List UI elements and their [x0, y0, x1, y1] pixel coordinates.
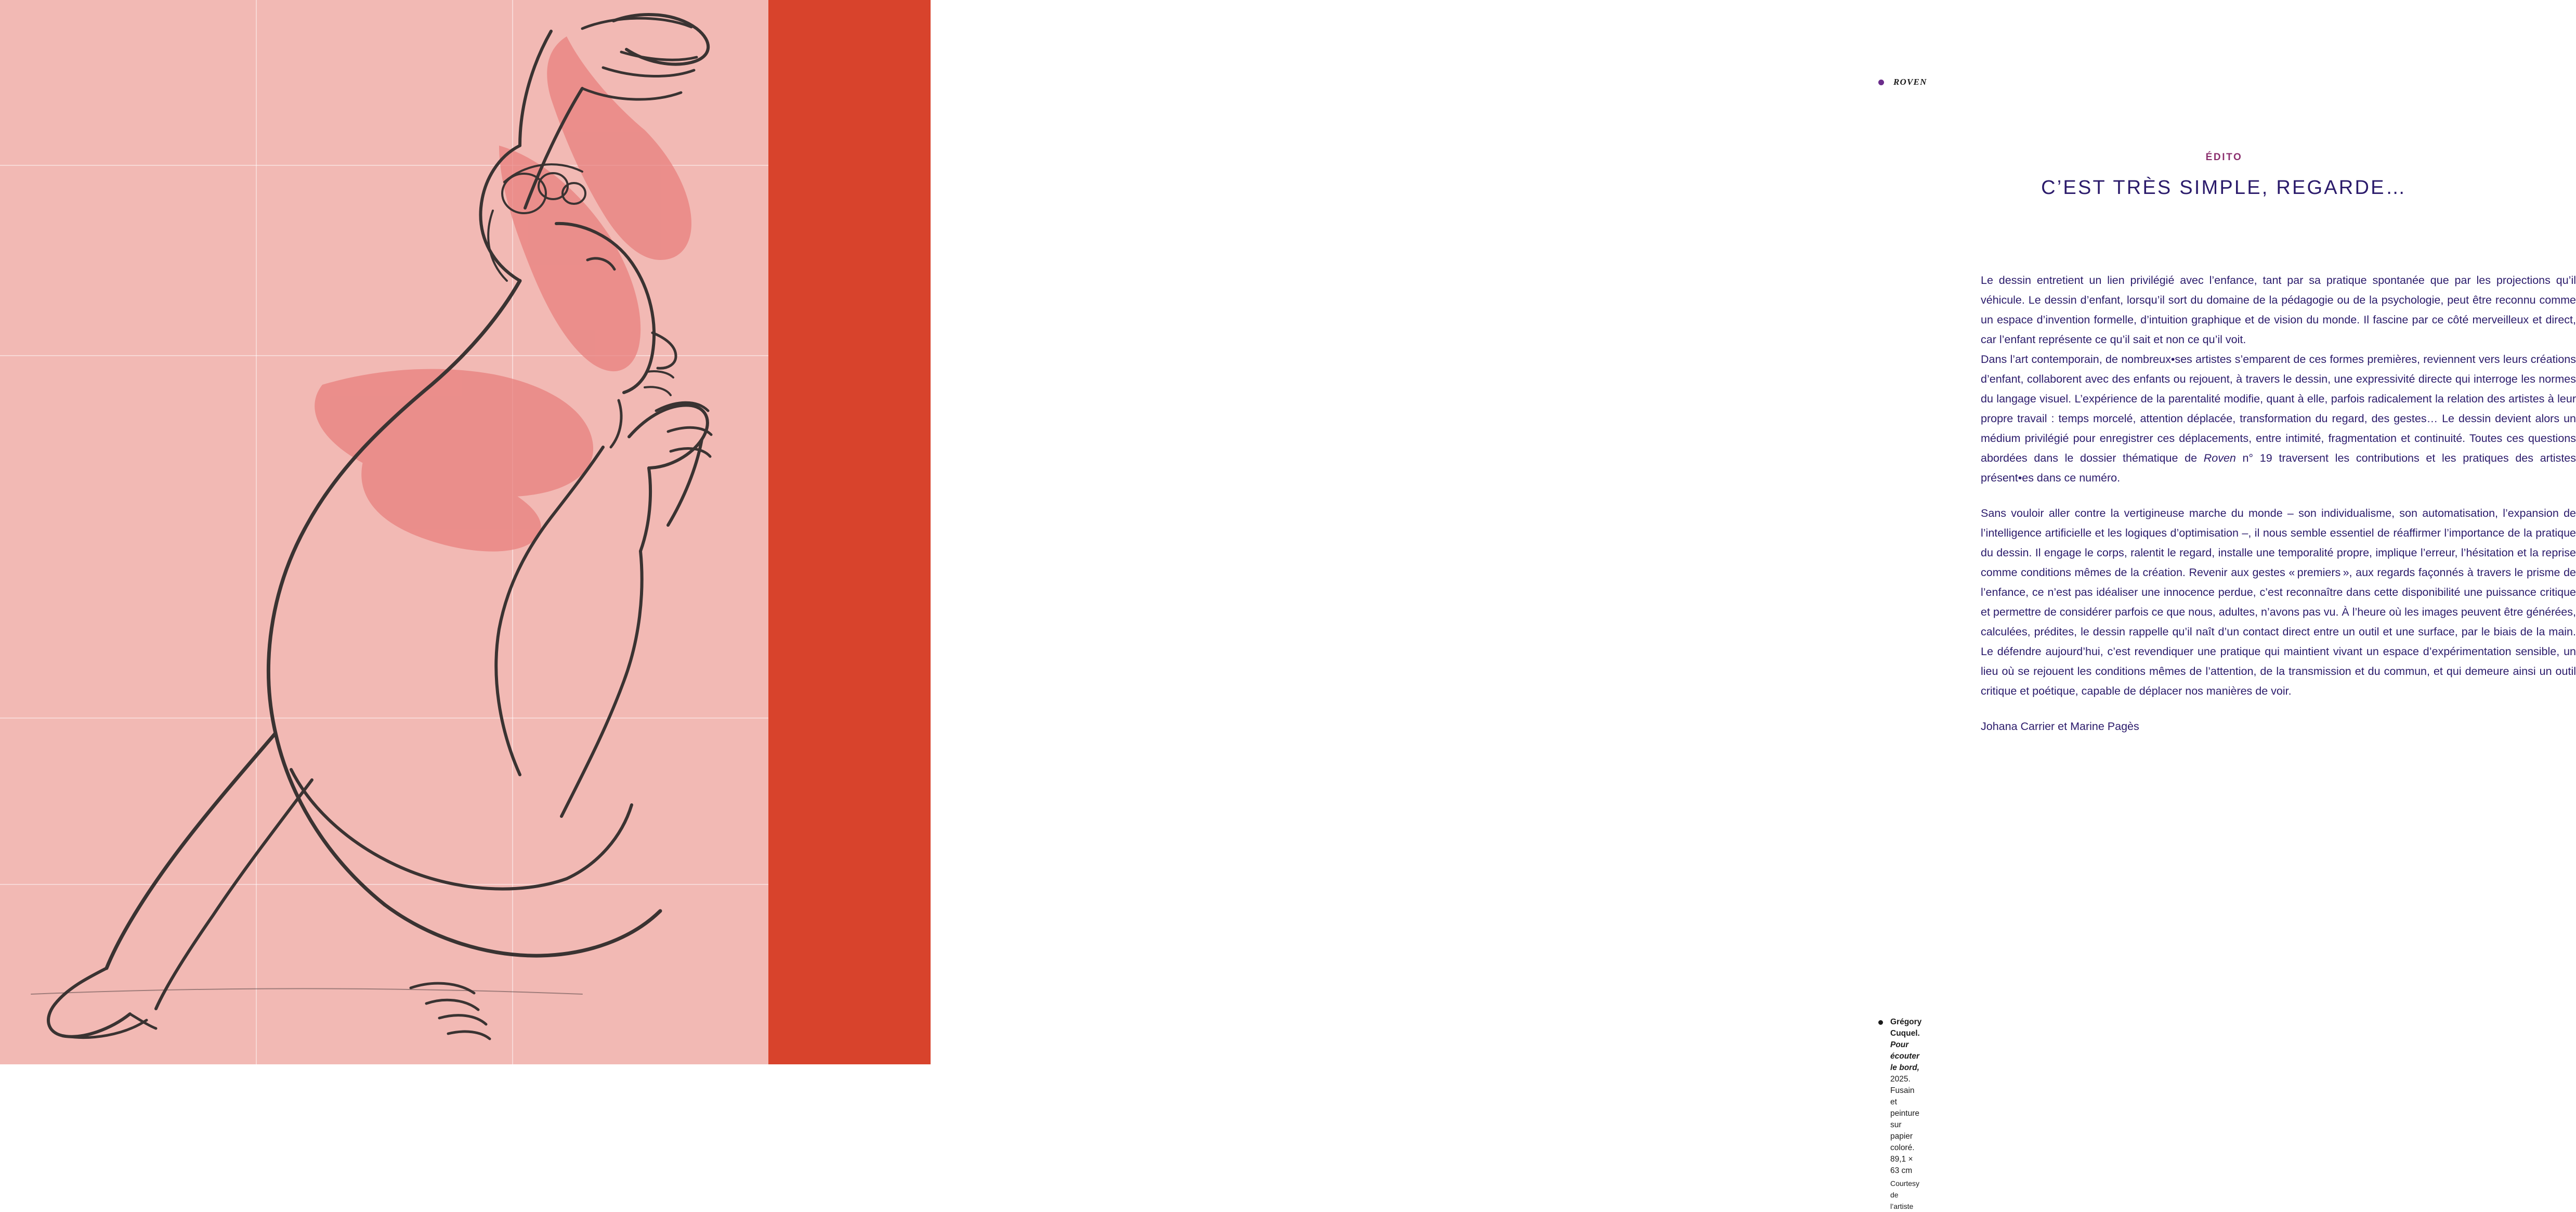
- right-page-editorial: [931, 0, 2576, 1210]
- paragraph-3: Sans vouloir aller contre la vertigineuse marche du monde – son individualisme, son automatisation, l’expansion de l’intelligence artificielle et les logiques d’optimisation –, il nous semble essentiel de réaffirmer l’importance de la pratique du dessin. Il engage le corps, ralentit le regard, installe une temporalité propre, implique l’erreur, l’hésitation et la reprise comme conditions mêmes de la création. Revenir aux gestes « premiers », aux regards façonnés à travers le prisme de l’enfance, ce n’est pas idéaliser une innocence perdue, c’est reconnaître dans cette disponibilité une puissance critique et permettre de considérer parfois ce que nous, adultes, n’avons pas vu. À l’heure où les images peuvent être générées, calculées, prédites, le dessin rappelle qu’il naît d’un contact direct entre un outil et une surface, par le biais de la main. Le défendre aujourd’hui, c’est revendiquer une pratique qui maintient vivant un espace d’expérimentation sensible, un lieu où se rejouent les conditions mêmes de l’attention, de la transmission et du commun, et qui demeure ainsi un outil critique et poétique, capable de déplacer nos manières de voir.: [1981, 507, 2576, 697]
- masthead: [1878, 77, 1927, 87]
- caption-text: [1890, 1016, 1921, 1212]
- caption-work-title: Pour écouter le bord,: [1890, 1040, 1919, 1072]
- bullet-icon: [1878, 80, 1884, 85]
- section-label: ÉDITO: [2205, 152, 2243, 163]
- caption-artist: Grégory Cuquel.: [1890, 1018, 1922, 1038]
- paragraph-2: Dans l’art contemporain, de nombreux•ses artistes s’emparent de ces formes premières, reviennent vers leurs créations d’enfant, collaborent avec des enfants ou rejouent, à travers le dessin, une expressivité directe qui interroge les normes du langage visuel. L’expérience de la parentalité modifie, quant à elle, parfois radicalement la relation des artistes à leur propre travail : temps morcelé, attention déplacée, transformation du regard, des gestes… Le dessin devient alors un médium privilégié pour enregistrer ces déplacements, entre intimité, fragmentation et continuité. Toutes ces questions abordées dans le dossier thématique de Roven n° 19 traversent les contributions et les pratiques des artistes présent•es dans ce numéro.: [1981, 353, 2576, 484]
- artwork-caption: [1878, 1016, 1921, 1212]
- magazine-wordmark: ROVEN: [1893, 77, 1927, 87]
- inline-italic-title: Roven: [2203, 452, 2236, 464]
- paragraph-1: Le dessin entretient un lien privilégié avec l’enfance, tant par sa pratique spontanée que par les projections qu’il véhicule. Le dessin d’enfant, lorsqu’il sort du domaine de la pédagogie ou de la psychologie, peut être reconnu comme un espace d’invention formelle, d’intuition graphique et de vision du monde. Il fascine par ce côté merveilleux et direct, car l’enfant représente ce qu’il sait et non ce qu’il voit.: [1981, 274, 2576, 346]
- drawing-figure: [0, 0, 768, 1064]
- left-page-artwork: [0, 0, 931, 1064]
- editorial-signature: Johana Carrier et Marine Pagès: [1981, 720, 2139, 733]
- caption-details: 2025. Fusain et peinture sur papier coloré. 89,1 × 63 cm: [1890, 1075, 1920, 1175]
- caption-credit: Courtesy de l’artiste: [1890, 1179, 1920, 1210]
- editorial-body: [1981, 270, 2576, 752]
- artwork-image: [0, 0, 768, 1064]
- bullet-icon: [1878, 1020, 1883, 1025]
- page-title: C’EST TRÈS SIMPLE, REGARDE…: [2041, 177, 2407, 199]
- red-color-band: [768, 0, 931, 1064]
